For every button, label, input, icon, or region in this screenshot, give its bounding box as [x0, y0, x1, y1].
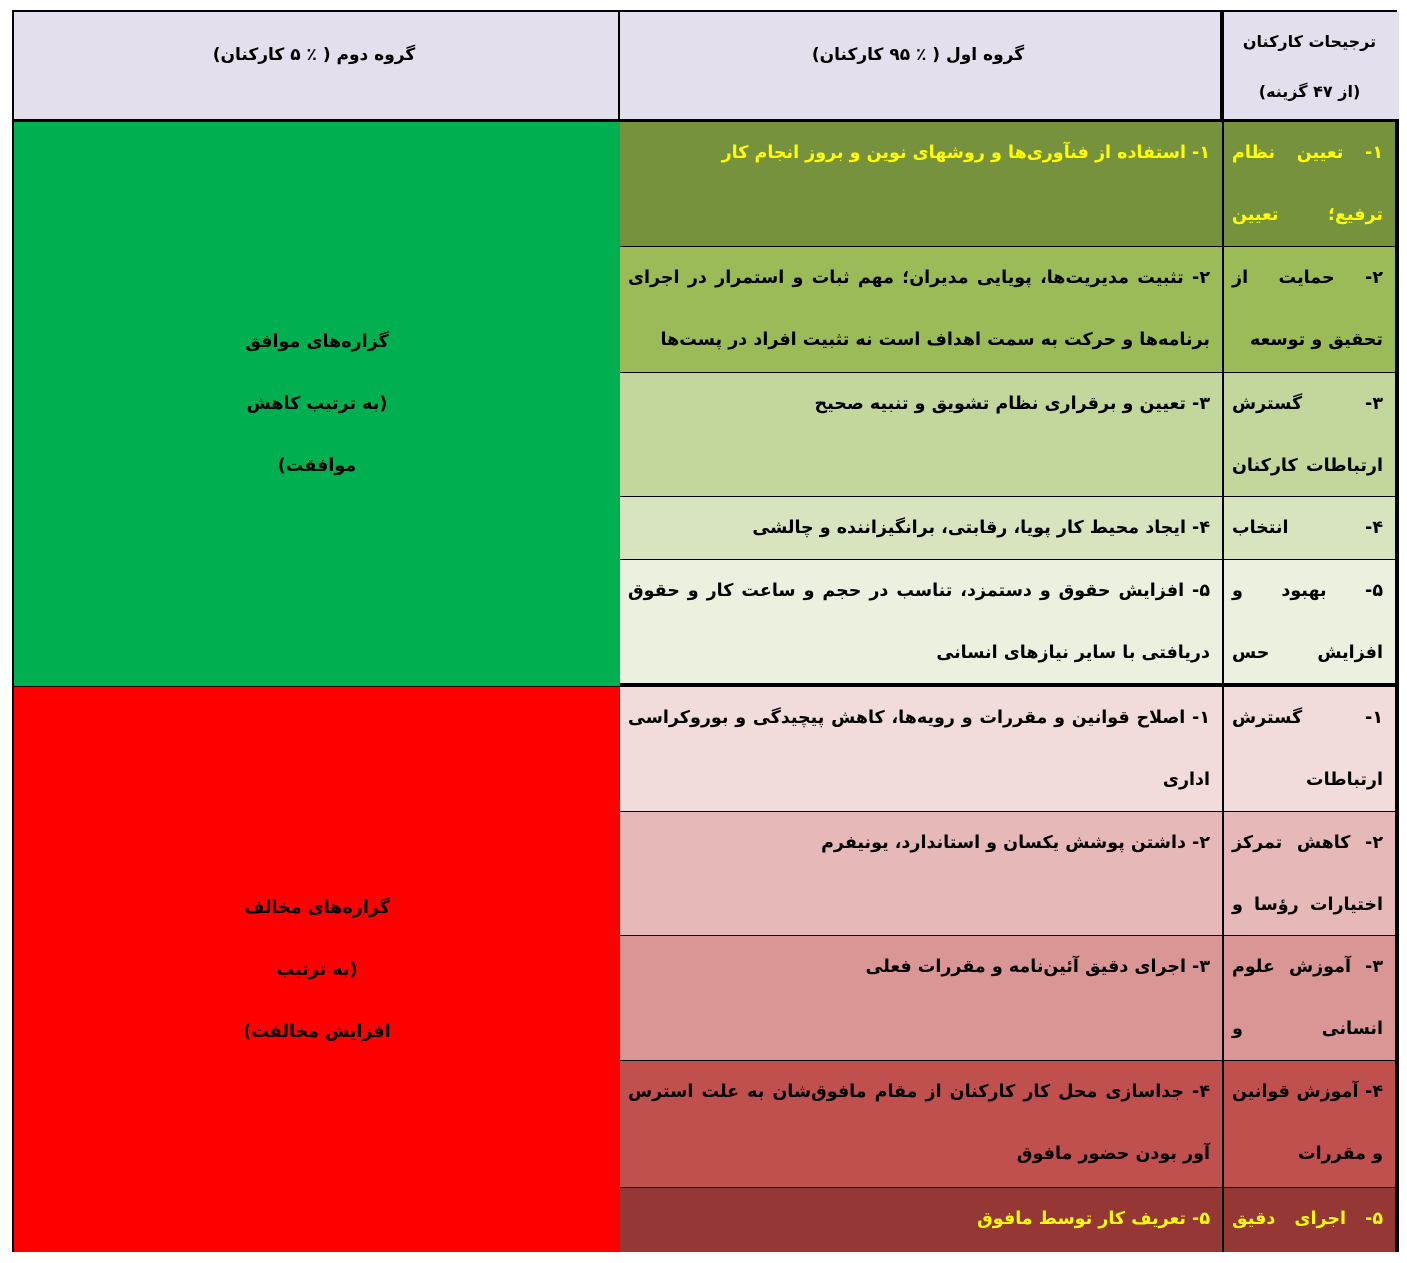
opposing-group1-item-2: ۲- کاهش تمرکز اختیارات رؤسا و: [1224, 812, 1399, 936]
favorable-group1-item-2: ۲- حمایت از تحقیق و توسعه: [1224, 247, 1399, 373]
opposing-group2-item-4: ۴- جداسازی محل کار کارکنان از مقام مافوق‌شان به علت استرس آور بودن حضور مافوق: [620, 1061, 1224, 1188]
favorable-group2-item-5: ۵- افزایش حقوق و دستمزد، تناسب در حجم و ساعت کار و حقوق دریافتی با سایر نیازهای انسانی: [620, 560, 1224, 687]
opposing-label-line2: (به ترتیب: [276, 959, 358, 980]
opposing-group1-item-5: ۵- اجرای دقیق: [1224, 1188, 1399, 1252]
opposing-group2-item-3: ۳- اجرای دقیق آئین‌نامه و مقررات فعلی: [620, 936, 1224, 1061]
favorable-group2-item-4: ۴- ایجاد محیط کار پویا، رقابتی، برانگیزاننده و چالشی: [620, 497, 1224, 560]
favorable-label-line2: (به ترتیب کاهش: [246, 394, 388, 414]
favorable-group1-item-5: ۵- بهبود و افزایش حس: [1224, 560, 1399, 687]
opposing-group1-item-3: ۳- آموزش علوم انسانی و: [1224, 936, 1399, 1061]
preferences-table: [12, 10, 1397, 1252]
opposing-group2-item-1: ۱- اصلاح قوانین و مقررات و رویه‌ها، کاهش پیچیدگی و بوروکراسی اداری: [620, 687, 1224, 812]
opposing-group2-item-2: ۲- داشتن پوشش یکسان و استاندارد، یونیفرم: [620, 812, 1224, 936]
opposing-group2-item-5: ۵- تعریف کار توسط مافوق: [620, 1188, 1224, 1252]
favorable-group1-item-3: ۳- گسترش ارتباطات کارکنان: [1224, 373, 1399, 497]
favorable-label: [14, 122, 620, 687]
header-preferences: [1224, 12, 1399, 122]
header-group1: گروه اول ( ٪ ۹۵ کارکنان): [620, 12, 1224, 122]
favorable-group1-item-4: ۴- انتخاب: [1224, 497, 1399, 560]
opposing-label: [14, 687, 620, 1252]
header-group2: گروه دوم ( ٪ ۵ کارکنان): [14, 12, 620, 122]
favorable-label-line3: موافقت): [277, 456, 357, 476]
opposing-group1-item-1: ۱- گسترش ارتباطات: [1224, 687, 1399, 812]
opposing-group1-item-4: ۴- آموزش قوانین و مقررات: [1224, 1061, 1399, 1188]
favorable-label-line1: گزاره‌های موافق: [245, 332, 389, 352]
opposing-label-line1: گزاره‌های مخالف: [244, 897, 390, 918]
favorable-group1-item-1: ۱- تعیین نظام ترفیع؛ تعیین: [1224, 122, 1399, 247]
favorable-group2-item-2: ۲- تثبیت مدیریت‌ها، پویایی مدیران؛ مهم ثبات و استمرار در اجرای برنامه‌ها و حرکت به سمت اهداف است نه تثبیت افراد در پست‌ها: [620, 247, 1224, 373]
opposing-label-line3: افزایش مخالفت): [243, 1021, 391, 1042]
favorable-group2-item-1: ۱- استفاده از فنآوری‌ها و روشهای نوین و بروز انجام کار: [620, 122, 1224, 247]
favorable-group2-item-3: ۳- تعیین و برقراری نظام تشویق و تنبیه صحیح: [620, 373, 1224, 497]
header-preferences-line1: ترجیحات کارکنان: [1242, 32, 1377, 51]
header-preferences-line2: (از ۴۷ گزینه): [1258, 82, 1361, 101]
